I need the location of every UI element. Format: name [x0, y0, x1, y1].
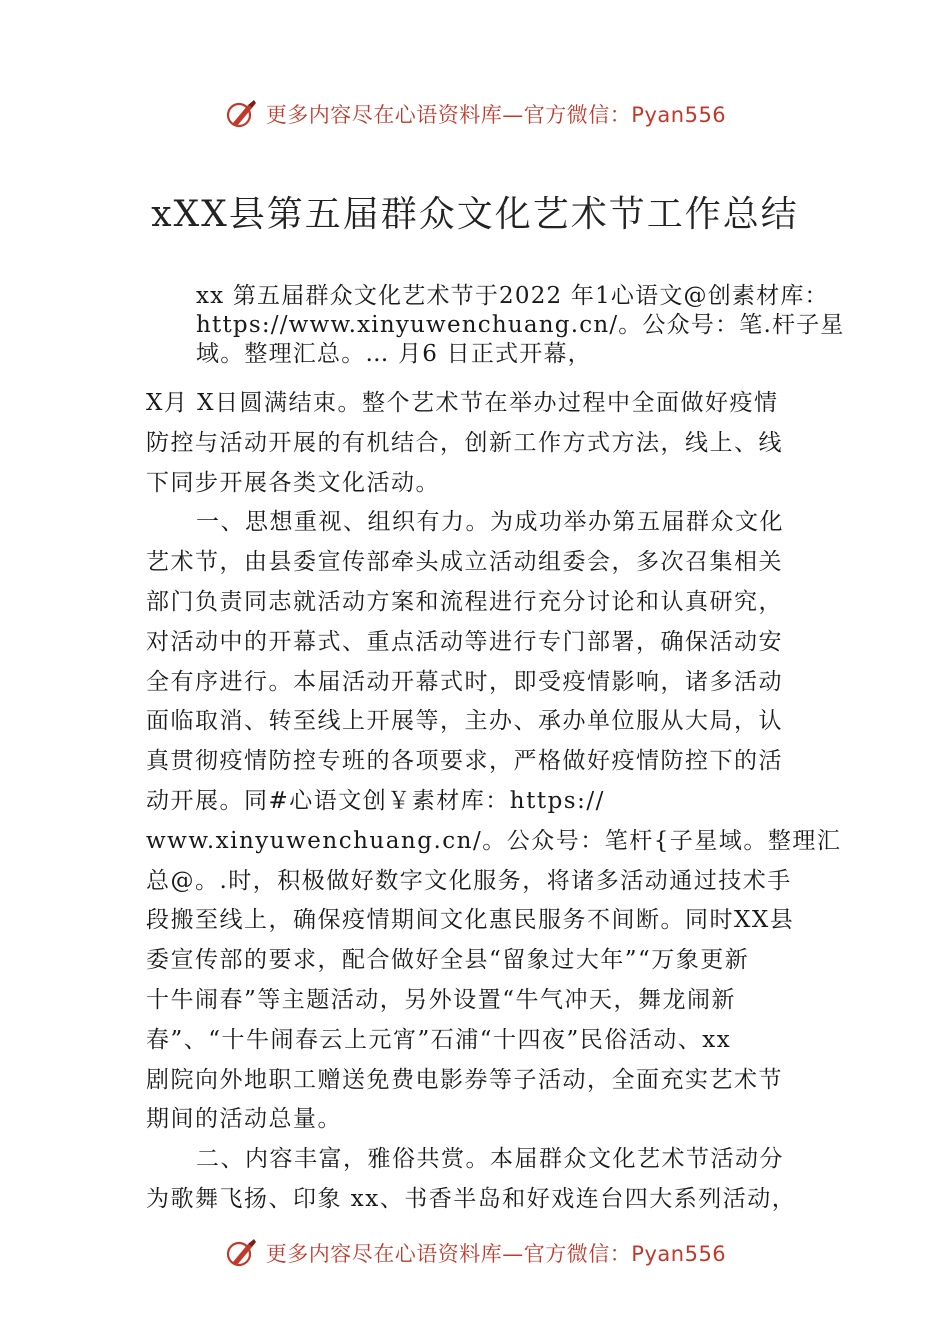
- body-line: X月 X日圆满结束。整个艺术节在举办过程中全面做好疫情: [146, 390, 779, 416]
- document-body: [146, 282, 845, 1220]
- body-line: 春”、“十牛闹春云上元宵”石浦“十四夜”民俗活动、xx: [146, 1026, 732, 1053]
- header-watermark-banner: [0, 94, 950, 134]
- body-line: 二、内容丰富，雅俗共赏。本届群众文化艺术节活动分: [196, 1146, 784, 1173]
- body-line: 期间的活动总量。: [146, 1106, 342, 1133]
- body-line: 剧院向外地职工赠送免费电影券等子活动，全面充实艺术节: [146, 1066, 783, 1093]
- body-line: 一、思想重视、组织有力。为成功举办第五届群众文化: [196, 509, 784, 536]
- body-line: 十牛闹春”等主题活动，另外设置“牛气冲天，舞龙闹新: [146, 986, 737, 1013]
- body-line: 面临取消、转至线上开展等，主办、承办单位服从大局，认: [146, 708, 783, 735]
- document-title: xXX县第五届群众文化艺术节工作总结: [151, 194, 799, 235]
- body-line: 全有序进行。本届活动开幕式时，即受疫情影响，诸多活动: [146, 668, 783, 695]
- pen-nib-logo-icon: [224, 1236, 258, 1270]
- body-line: 委宣传部的要求，配合做好全县“留象过大年”“万象更新: [146, 947, 750, 974]
- body-line: 艺术节，由县委宣传部牵头成立活动组委会，多次召集相关: [146, 549, 783, 576]
- body-line: 段搬至线上，确保疫情期间文化惠民服务不间断。同时XX县: [146, 907, 795, 934]
- body-line: xx 第五届群众文化艺术节于2022 年1心语文@创素材库：: [196, 283, 829, 309]
- body-line: 域。整理汇总。… 月6 日正式开幕，: [196, 341, 592, 367]
- body-line: 对活动中的开幕式、重点活动等进行专门部署，确保活动安: [146, 628, 783, 655]
- body-line: 动开展。同#心语文创￥素材库：https://: [146, 787, 605, 814]
- banner-text: 更多内容尽在心语资料库—官方微信：Pyan556: [265, 103, 727, 127]
- body-line: 下同步开展各类文化活动。: [146, 469, 440, 496]
- body-line: 为歌舞飞扬、印象 xx、书香半岛和好戏连台四大系列活动，: [146, 1185, 797, 1212]
- body-line: www.xinyuwenchuang.cn/。公众号：笔杆{子星域。整理汇: [146, 827, 842, 854]
- body-line: 部门负责同志就活动方案和流程进行充分讨论和认真研究，: [146, 588, 783, 615]
- body-line: 真贯彻疫情防控专班的各项要求，严格做好疫情防控下的活: [146, 748, 783, 775]
- footer-watermark-banner: [0, 1233, 950, 1273]
- pen-nib-logo-icon: [224, 97, 258, 131]
- body-line: 防控与活动开展的有机结合，创新工作方式方法，线上、线: [146, 429, 783, 456]
- body-line: https://www.xinyuwenchuang.cn/。公众号：笔.杆子星: [196, 312, 845, 338]
- banner-text: 更多内容尽在心语资料库—官方微信：Pyan556: [265, 1242, 727, 1266]
- body-line: 总@。.时，积极做好数字文化服务，将诸多活动通过技术手: [146, 867, 792, 894]
